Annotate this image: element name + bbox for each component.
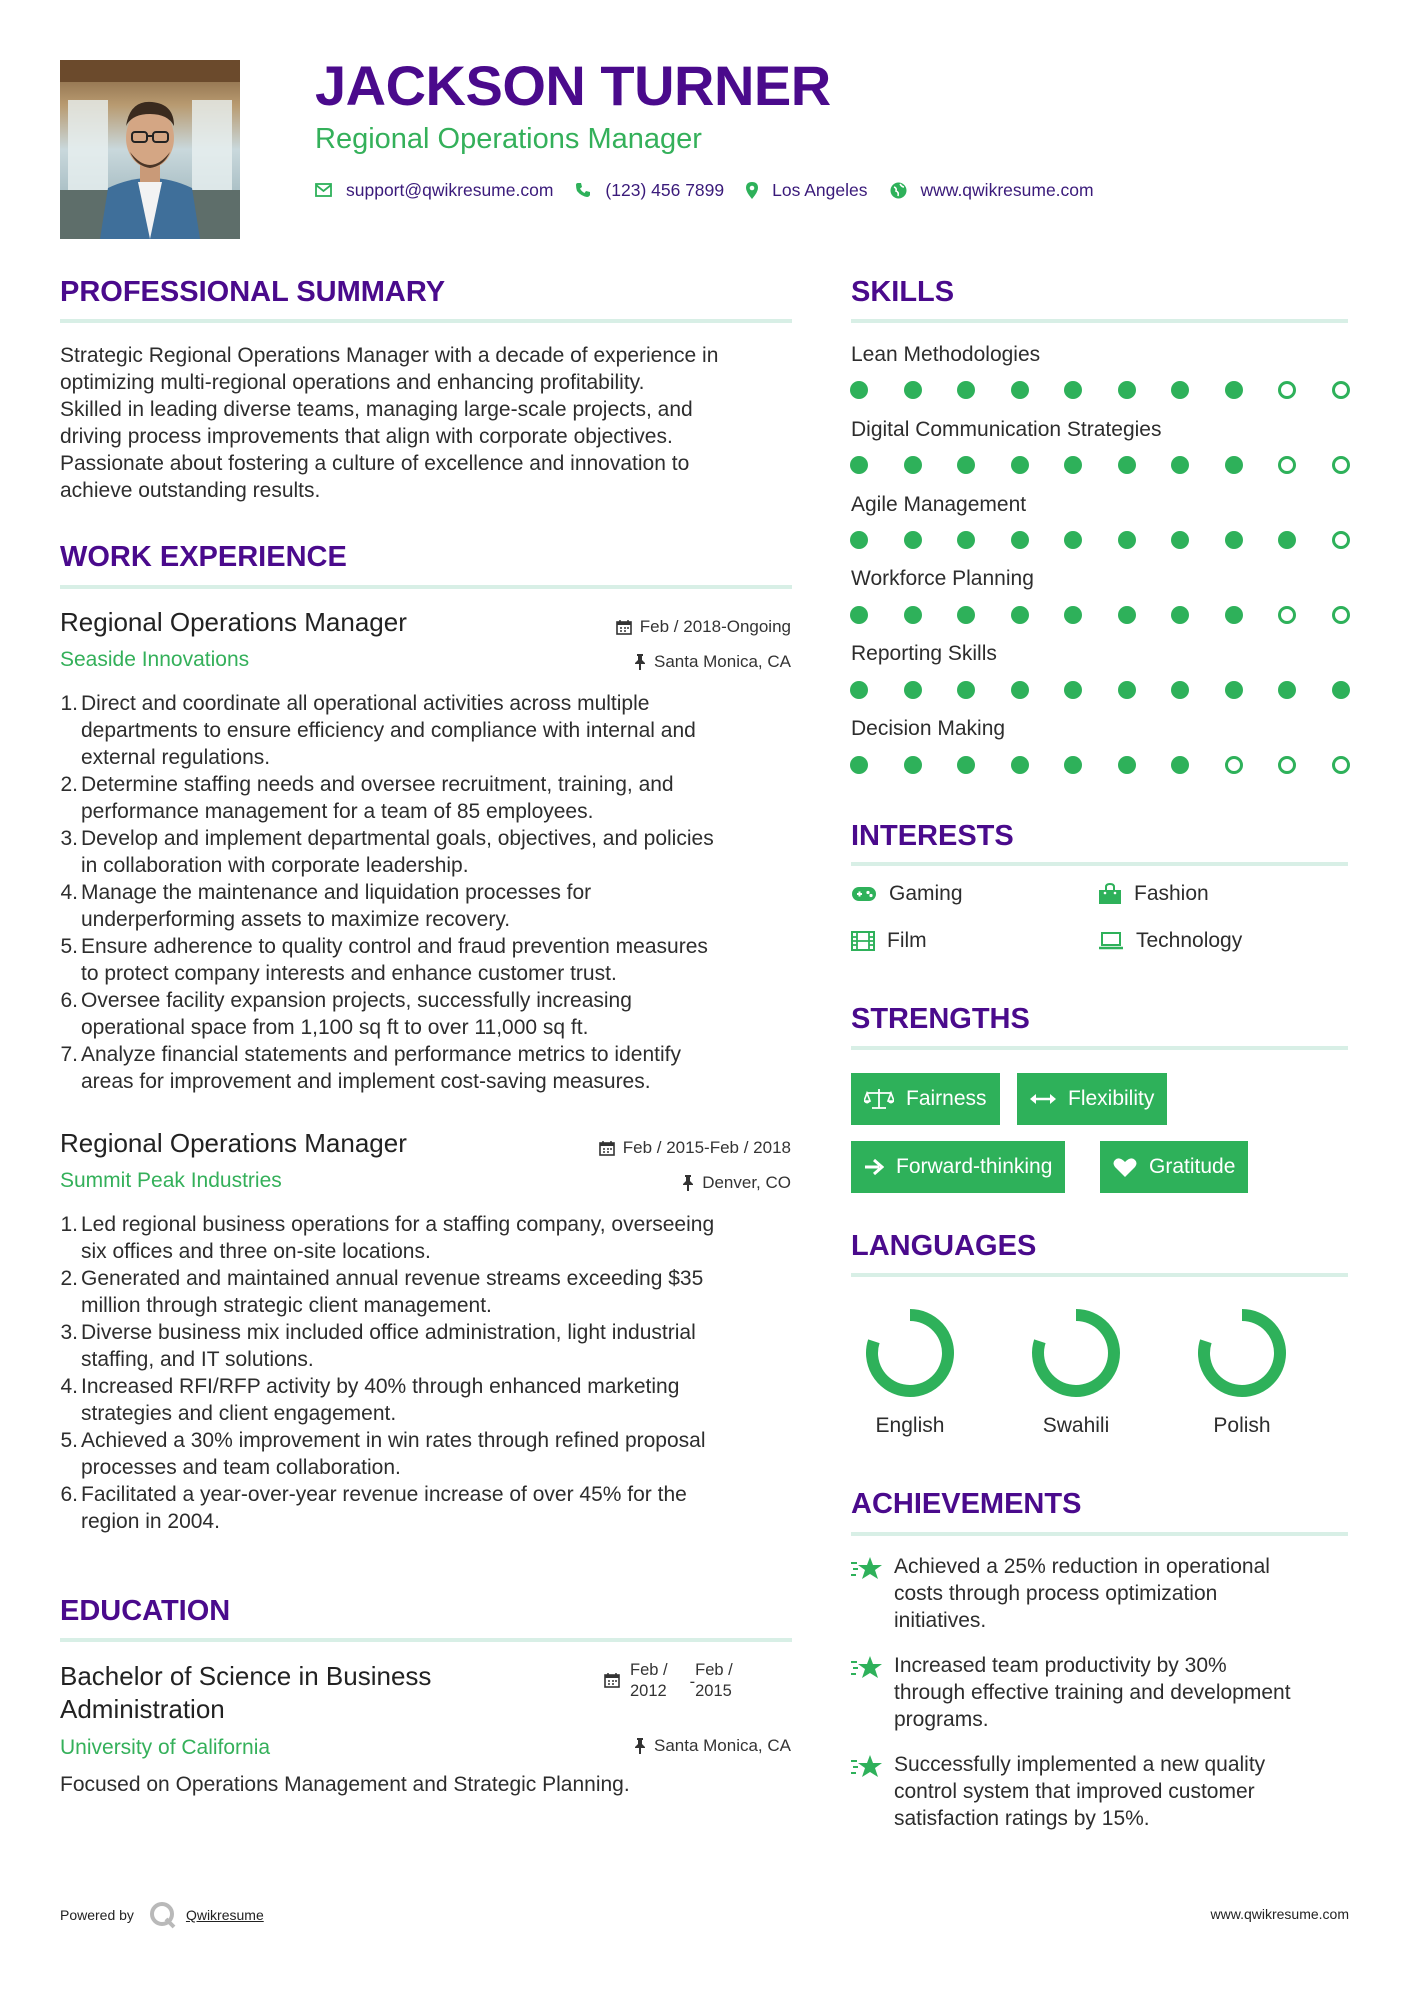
skill-dot-filled — [1171, 531, 1189, 549]
duty-item — [58, 1427, 798, 1481]
skill-dot-filled — [904, 381, 922, 399]
education-school: University of California — [60, 1736, 271, 1759]
interests-divider — [851, 862, 1348, 866]
skill-dot-filled — [850, 681, 868, 699]
skill-dot-empty — [1332, 381, 1350, 399]
achievements-divider — [851, 1532, 1348, 1536]
duty-line: Determine staffing needs and oversee recruitment, training, and — [81, 773, 674, 796]
calendar-icon — [616, 619, 632, 635]
interests-heading: INTERESTS — [851, 820, 1014, 852]
skill-dot-filled — [1011, 381, 1029, 399]
summary-text — [60, 342, 795, 504]
experience-heading: WORK EXPERIENCE — [60, 541, 347, 573]
strength-flexibility — [1017, 1073, 1167, 1125]
skill-name: Workforce Planning — [851, 567, 1034, 590]
duty-item — [58, 987, 798, 1041]
duty-number: 2. — [60, 773, 78, 796]
skill-dot-filled — [1011, 531, 1029, 549]
duty-line: Increased RFI/RFP activity by 40% through enhanced marketing — [81, 1375, 680, 1398]
education-description: Focused on Operations Management and Strategic Planning. — [60, 1773, 630, 1796]
duty-item — [58, 879, 798, 933]
language-level-arc — [872, 1315, 948, 1391]
skill-dot-filled — [904, 606, 922, 624]
achievement-item — [850, 1553, 1360, 1634]
date-part: Feb / — [695, 1661, 733, 1679]
language-gauge-english — [850, 1298, 970, 1408]
skills-divider — [851, 319, 1348, 323]
duty-text — [78, 1481, 687, 1535]
skill-name: Lean Methodologies — [851, 343, 1041, 366]
duty-number: 5. — [60, 935, 78, 958]
duty-line: strategies and client engagement. — [81, 1402, 397, 1425]
skill-dot-filled — [1064, 381, 1082, 399]
skill-dot-filled — [957, 756, 975, 774]
trophy-star-icon — [850, 1555, 884, 1583]
duty-text — [78, 690, 696, 771]
duty-line: Oversee facility expansion projects, successfully increasing — [81, 989, 632, 1012]
skill-dot-filled — [1118, 531, 1136, 549]
skill-dot-filled — [957, 531, 975, 549]
duty-item — [58, 771, 798, 825]
skill-dot-filled — [1225, 456, 1243, 474]
skill-dot-filled — [957, 456, 975, 474]
summary-line: optimizing multi-regional operations and enhancing profitability. — [60, 371, 645, 394]
duty-line: Led regional business operations for a staffing company, overseeing — [81, 1213, 715, 1236]
duty-number: 1. — [60, 1213, 78, 1236]
summary-line: Skilled in leading diverse teams, managing large-scale projects, and — [60, 398, 693, 421]
duty-line: Direct and coordinate all operational activities across multiple — [81, 692, 650, 715]
footer-powered-by — [60, 1900, 264, 1930]
contact-email[interactable] — [315, 180, 553, 201]
achievement-line: programs. — [894, 1708, 989, 1731]
duty-line: six offices and three on-site locations. — [81, 1240, 431, 1263]
laptop-icon — [1098, 932, 1124, 950]
duty-text — [78, 771, 674, 825]
duty-text — [78, 1427, 706, 1481]
skill-dot-filled — [850, 756, 868, 774]
languages-heading: LANGUAGES — [851, 1230, 1037, 1262]
summary-heading: PROFESSIONAL SUMMARY — [60, 276, 446, 308]
pushpin-icon — [634, 1738, 646, 1754]
balance-scale-icon — [864, 1088, 894, 1110]
skill-dot-filled — [1064, 456, 1082, 474]
skill-dot-filled — [1064, 756, 1082, 774]
achievement-text — [894, 1751, 1265, 1832]
education-date-start — [630, 1660, 668, 1702]
achievement-line: Successfully implemented a new quality — [894, 1753, 1266, 1776]
education-divider — [60, 1638, 792, 1642]
strength-forward-thinking — [851, 1141, 1065, 1193]
arrows-horizontal-icon — [1030, 1092, 1056, 1106]
arrow-right-icon — [864, 1158, 884, 1176]
contact-bar — [315, 178, 1116, 202]
duty-line: operational space from 1,100 sq ft to over 11,000 sq ft. — [81, 1016, 589, 1039]
degree-line: Administration — [60, 1694, 225, 1724]
duty-line: departments to ensure efficiency and compliance with internal and — [81, 719, 696, 742]
strength-gratitude — [1100, 1141, 1248, 1193]
candidate-title: Regional Operations Manager — [315, 123, 702, 155]
duty-number: 3. — [60, 827, 78, 850]
interest-fashion — [1098, 882, 1209, 906]
skill-dot-filled — [1171, 606, 1189, 624]
pushpin-icon — [634, 654, 646, 670]
contact-phone[interactable] — [575, 180, 724, 201]
strength-label: Gratitude — [1149, 1155, 1236, 1178]
skill-dot-filled — [904, 756, 922, 774]
skill-dot-filled — [1171, 681, 1189, 699]
duty-item — [58, 1319, 798, 1373]
skill-dot-empty — [1332, 456, 1350, 474]
achievement-line: costs through process optimization — [894, 1582, 1218, 1605]
duty-line: Achieved a 30% improvement in win rates through refined proposal — [81, 1429, 706, 1452]
summary-line: Passionate about fostering a culture of excellence and innovation to — [60, 452, 690, 475]
achievement-line: initiatives. — [894, 1609, 987, 1632]
job-2-duties — [58, 1211, 798, 1535]
languages-divider — [851, 1273, 1348, 1277]
interest-label: Fashion — [1134, 882, 1209, 905]
calendar-icon — [604, 1672, 620, 1688]
strength-fairness — [851, 1073, 1000, 1125]
skill-rating — [850, 381, 1350, 401]
skill-rating — [850, 681, 1350, 701]
achievement-text — [894, 1553, 1270, 1634]
skill-dot-filled — [904, 456, 922, 474]
envelope-icon — [315, 183, 332, 197]
skill-name: Agile Management — [851, 493, 1027, 516]
duty-number: 2. — [60, 1267, 78, 1290]
strengths-heading: STRENGTHS — [851, 1003, 1030, 1035]
duty-text — [78, 1319, 696, 1373]
achievement-item — [850, 1652, 1360, 1733]
duty-line: Facilitated a year-over-year revenue increase of over 45% for the — [81, 1483, 687, 1506]
strengths-divider — [851, 1046, 1348, 1050]
skill-dot-filled — [1225, 381, 1243, 399]
skill-rating — [850, 531, 1350, 551]
duty-line: areas for improvement and implement cost-saving measures. — [81, 1070, 651, 1093]
pushpin-icon — [682, 1175, 694, 1191]
skill-dot-empty — [1225, 756, 1243, 774]
duty-line: underperforming assets to maximize recovery. — [81, 908, 511, 931]
job-2-title: Regional Operations Manager — [60, 1128, 407, 1158]
phone-icon — [575, 182, 591, 198]
duty-text — [78, 879, 591, 933]
date-part: 2012 — [630, 1682, 667, 1700]
duty-number: 7. — [60, 1043, 78, 1066]
calendar-icon — [599, 1140, 615, 1156]
skill-dot-empty — [1332, 531, 1350, 549]
skill-dot-filled — [957, 681, 975, 699]
skill-dot-filled — [1225, 606, 1243, 624]
skill-dot-empty — [1278, 456, 1296, 474]
website-text: www.qwikresume.com — [920, 179, 1094, 200]
achievement-line: through effective training and development — [894, 1681, 1291, 1704]
duty-line: staffing, and IT solutions. — [81, 1348, 314, 1371]
heart-icon — [1113, 1157, 1137, 1178]
language-label: English — [875, 1414, 945, 1437]
skill-dot-filled — [904, 681, 922, 699]
achievement-line: Increased team productivity by 30% — [894, 1654, 1227, 1677]
skill-dot-empty — [1278, 756, 1296, 774]
skill-name: Digital Communication Strategies — [851, 418, 1162, 441]
skill-dot-filled — [850, 381, 868, 399]
interest-gaming — [851, 882, 963, 906]
date-part: 2015 — [695, 1682, 732, 1700]
shopping-bag-icon — [1098, 883, 1122, 905]
job-2-dates-text: Feb / 2015-Feb / 2018 — [622, 1138, 791, 1157]
skill-dot-filled — [1064, 606, 1082, 624]
duty-line: Manage the maintenance and liquidation processes for — [81, 881, 592, 904]
summary-line: achieve outstanding results. — [60, 479, 321, 502]
job-1-location-text: Santa Monica, CA — [653, 652, 791, 671]
skill-dot-filled — [1011, 756, 1029, 774]
skill-dot-filled — [1171, 756, 1189, 774]
duty-item — [58, 1373, 798, 1427]
job-2-location-text: Denver, CO — [702, 1173, 791, 1192]
duty-line: Analyze financial statements and performance metrics to identify — [81, 1043, 681, 1066]
skill-dot-filled — [1118, 681, 1136, 699]
job-1-title: Regional Operations Manager — [60, 607, 407, 637]
duty-item — [58, 1481, 798, 1535]
skill-rating — [850, 456, 1350, 476]
duty-line: Diverse business mix included office administration, light industrial — [81, 1321, 696, 1344]
summary-line: driving process improvements that align with corporate objectives. — [60, 425, 673, 448]
duty-line: external regulations. — [81, 746, 271, 769]
skill-dot-filled — [1225, 531, 1243, 549]
duty-line: performance management for a team of 85 employees. — [81, 800, 594, 823]
interest-label: Film — [887, 929, 927, 952]
duty-number: 1. — [60, 692, 78, 715]
education-date-end — [695, 1660, 733, 1702]
education-location-text: Santa Monica, CA — [653, 1736, 791, 1755]
contact-location — [746, 180, 867, 201]
achievement-line: control system that improved customer — [894, 1780, 1255, 1803]
qwikresume-logo-icon — [148, 1900, 178, 1930]
skills-heading: SKILLS — [851, 276, 955, 308]
job-1-company: Seaside Innovations — [60, 648, 250, 671]
achievement-text — [894, 1652, 1291, 1733]
job-1-location — [634, 652, 791, 672]
skill-dot-filled — [1278, 681, 1296, 699]
achievement-item — [850, 1751, 1360, 1832]
skill-dot-filled — [1118, 606, 1136, 624]
education-heading: EDUCATION — [60, 1595, 231, 1627]
strength-label: Flexibility — [1068, 1087, 1155, 1110]
duty-number: 3. — [60, 1321, 78, 1344]
achievement-line: Achieved a 25% reduction in operational — [894, 1555, 1270, 1578]
duty-text — [78, 825, 714, 879]
location-text: Los Angeles — [772, 179, 868, 200]
skill-dot-filled — [1171, 381, 1189, 399]
job-2-location — [682, 1173, 791, 1193]
interest-film — [851, 929, 927, 953]
skill-dot-filled — [1278, 531, 1296, 549]
skill-dot-filled — [1118, 456, 1136, 474]
duty-line: million through strategic client management. — [81, 1294, 492, 1317]
interest-technology — [1098, 929, 1242, 953]
skill-dot-empty — [1278, 606, 1296, 624]
duty-number: 4. — [60, 1375, 78, 1398]
education-dates — [604, 1660, 733, 1702]
film-icon — [851, 931, 875, 951]
strength-label: Forward-thinking — [896, 1155, 1053, 1178]
duty-text — [78, 987, 632, 1041]
duty-line: region in 2004. — [81, 1510, 220, 1533]
email-text: support@qwikresume.com — [346, 179, 554, 200]
duty-number: 5. — [60, 1429, 78, 1452]
language-gauge-swahili — [1016, 1298, 1136, 1408]
duty-item — [58, 1211, 798, 1265]
experience-divider — [60, 585, 792, 589]
job-1-duties — [58, 690, 798, 1095]
duty-text — [78, 1373, 679, 1427]
language-gauge-polish — [1182, 1298, 1302, 1408]
date-separator: - — [689, 1673, 696, 1691]
duty-text — [78, 933, 708, 987]
date-part: Feb / — [630, 1661, 668, 1679]
skill-rating — [850, 756, 1350, 776]
language-level-arc — [1204, 1315, 1280, 1391]
skill-dot-filled — [1118, 381, 1136, 399]
education-location — [634, 1736, 791, 1756]
achievement-line: satisfaction ratings by 15%. — [894, 1807, 1150, 1830]
strength-label: Fairness — [906, 1087, 987, 1110]
skill-name: Decision Making — [851, 717, 1006, 740]
job-2-dates — [599, 1138, 791, 1158]
education-degree — [60, 1660, 530, 1726]
skill-dot-filled — [1011, 681, 1029, 699]
duty-line: Generated and maintained annual revenue streams exceeding $35 — [81, 1267, 704, 1290]
duty-item — [58, 933, 798, 987]
skill-dot-filled — [1064, 681, 1082, 699]
gamepad-icon — [851, 886, 877, 902]
phone-text: (123) 456 7899 — [605, 179, 725, 200]
globe-icon — [890, 182, 907, 199]
skill-dot-filled — [904, 531, 922, 549]
skill-dot-filled — [850, 456, 868, 474]
skill-dot-filled — [957, 606, 975, 624]
duty-text — [78, 1265, 703, 1319]
skill-dot-filled — [1171, 456, 1189, 474]
skill-dot-filled — [850, 531, 868, 549]
skill-dot-filled — [1118, 756, 1136, 774]
duty-item — [58, 1041, 798, 1095]
skill-name: Reporting Skills — [851, 642, 997, 665]
duty-text — [78, 1041, 681, 1095]
contact-website[interactable] — [890, 180, 1094, 201]
trophy-star-icon — [850, 1654, 884, 1682]
summary-divider — [60, 319, 792, 323]
skill-dot-filled — [1064, 531, 1082, 549]
skill-dot-filled — [1011, 456, 1029, 474]
duty-text — [78, 1211, 714, 1265]
job-1-dates — [616, 617, 791, 637]
duty-line: in collaboration with corporate leadership. — [81, 854, 469, 877]
duty-item — [58, 690, 798, 771]
duty-item — [58, 825, 798, 879]
duty-item — [58, 1265, 798, 1319]
candidate-name: JACKSON TURNER — [315, 54, 831, 117]
skill-dot-filled — [1011, 606, 1029, 624]
powered-by-text: Powered by — [60, 1907, 134, 1923]
achievements-heading: ACHIEVEMENTS — [851, 1488, 1082, 1520]
interest-label: Gaming — [889, 882, 963, 905]
skill-rating — [850, 606, 1350, 626]
skill-dot-filled — [957, 381, 975, 399]
duty-line: Ensure adherence to quality control and fraud prevention measures — [81, 935, 708, 958]
brand-link[interactable]: Qwikresume — [185, 1907, 264, 1923]
skill-dot-filled — [850, 606, 868, 624]
skill-dot-filled — [1332, 681, 1350, 699]
skill-dot-empty — [1332, 756, 1350, 774]
duty-line: Develop and implement departmental goals, objectives, and policies — [81, 827, 714, 850]
duty-number: 6. — [60, 1483, 78, 1506]
language-level-arc — [1038, 1315, 1114, 1391]
duty-number: 6. — [60, 989, 78, 1012]
duty-number: 4. — [60, 881, 78, 904]
skill-dot-empty — [1332, 606, 1350, 624]
footer-website[interactable]: www.qwikresume.com — [1210, 1906, 1349, 1922]
trophy-star-icon — [850, 1753, 884, 1781]
summary-line: Strategic Regional Operations Manager with a decade of experience in — [60, 344, 719, 367]
job-1-dates-text: Feb / 2018-Ongoing — [639, 617, 791, 636]
degree-line: Bachelor of Science in Business — [60, 1661, 432, 1691]
duty-line: processes and team collaboration. — [81, 1456, 401, 1479]
language-label: Swahili — [1042, 1414, 1110, 1437]
language-label: Polish — [1213, 1414, 1271, 1437]
interest-label: Technology — [1136, 929, 1243, 952]
skill-dot-filled — [1225, 681, 1243, 699]
map-pin-icon — [746, 182, 758, 199]
skill-dot-empty — [1278, 381, 1296, 399]
duty-line: to protect company interests and enhance customer trust. — [81, 962, 617, 985]
profile-photo — [60, 60, 240, 239]
job-2-company: Summit Peak Industries — [60, 1169, 282, 1192]
